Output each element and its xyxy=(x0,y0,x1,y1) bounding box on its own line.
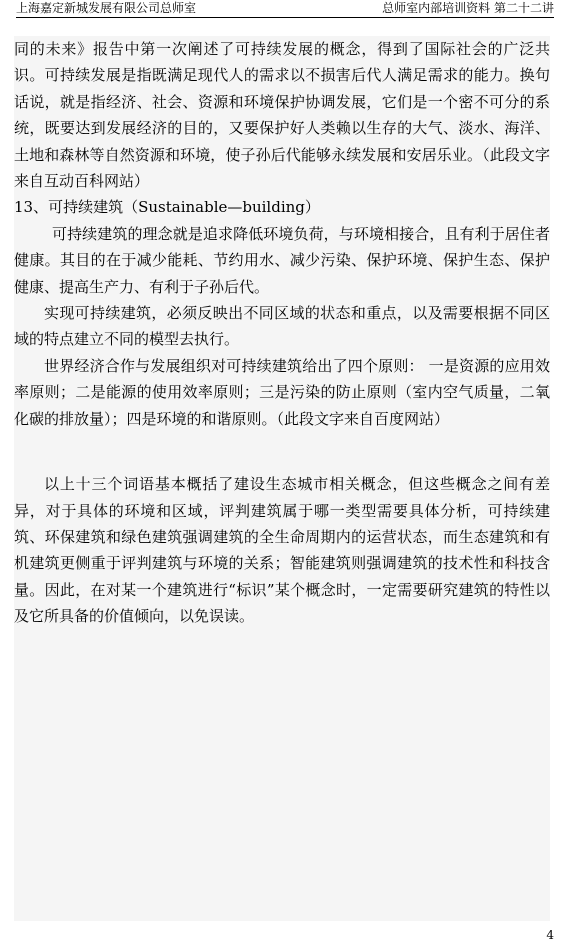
paragraph-spacer xyxy=(14,432,550,471)
page-body xyxy=(14,36,550,921)
section-heading-13: 13、可持续建筑（Sustainable—building） xyxy=(14,198,320,217)
paragraph-sustainable-building-concept: 可持续建筑的理念就是追求降低环境负荷，与环境相接合，且有利于居住者健康。其目的在于减少能耗、节约用水、减少污染、保护环境、保护生态、保护健康、提高生产力、有利于子孙后代。 xyxy=(14,224,550,296)
paragraph-sustainable-development: 同的未来》报告中第一次阐述了可持续发展的概念，得到了国际社会的广泛共识。可持续发展是指既满足现代人的需求以不损害后代人满足需求的能力。换句话说，就是指经济、社会、资源和环境保护协调发展，它们是一个密不可分的系统，既要达到发展经济的目的，又要保护好人类赖以生存的大气、淡水、海洋、土地和森林等自然资源和环境，使子孙后代能够永续发展和安居乐业。（此段文字来自互动百科网站） xyxy=(14,40,550,191)
header-company: 上海嘉定新城发展有限公司总师室 xyxy=(16,1,197,15)
header-series-title: 总师室内部培训资料 第二十二讲 xyxy=(382,1,554,15)
page-number: 4 xyxy=(546,928,554,942)
paragraph-summary: 以上十三个词语基本概括了建设生态城市相关概念，但这些概念之间有差异，对于具体的环境和区域，评判建筑属于哪一类型需要具体分析，可持续建筑、环保建筑和绿色建筑强调建筑的全生命周期内的运营状态，而生态建筑和有机建筑更侧重于评判建筑与环境的关系；智能建筑则强调建筑的技术性和科技含量。因此，在对某一个建筑进行“标识”某个概念时，一定需要研究建筑的特性以及它所具备的价值倾向，以免误读。 xyxy=(14,475,550,626)
page-header xyxy=(16,0,554,18)
paragraph-regional-models: 实现可持续建筑，必须反映出不同区域的状态和重点，以及需要根据不同区域的特点建立不同的模型去执行。 xyxy=(14,304,550,349)
paragraph-oecd-principles: 世界经济合作与发展组织对可持续建筑给出了四个原则： 一是资源的应用效率原则；二是能源的使用效率原则；三是污染的防止原则（室内空气质量，二氧化碳的排放量）；四是环境的和谐原则。（此段文字来自百度网站） xyxy=(14,356,550,428)
